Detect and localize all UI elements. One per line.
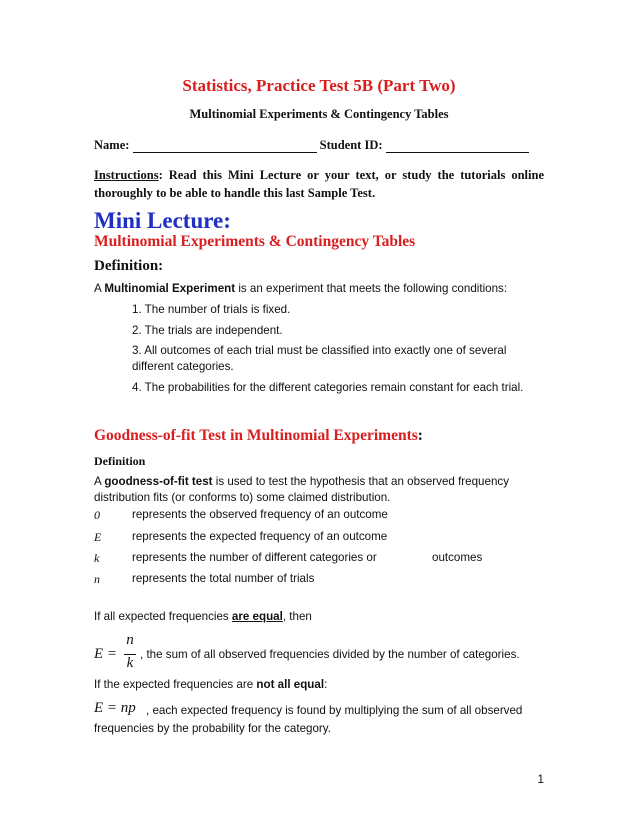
def-term: Multinomial Experiment: [104, 282, 236, 295]
document-subtitle: Multinomial Experiments & Contingency Tables: [189, 107, 449, 121]
formula1-explanation: , the sum of all observed frequencies divided by the number of categories.: [140, 648, 520, 661]
instructions: [94, 166, 544, 202]
symbol-n: n: [94, 572, 100, 586]
gof-heading-text: Goodness-of-fit Test in Multinomial Experiments: [94, 427, 418, 444]
gof-definition-heading: Definition: [94, 454, 146, 468]
formula-e-equals-n-over-k: [94, 632, 144, 674]
mini-lecture-heading: Mini Lecture:: [94, 208, 231, 233]
symbol-o: 0: [94, 508, 100, 522]
gof-def-rest: is used to test the hypothesis that an observed frequency: [212, 475, 509, 488]
page-number: 1: [537, 772, 544, 786]
formula2-explanation: , each expected frequency is found by multiplying the sum of all observed: [146, 704, 523, 717]
student-id-label: Student ID:: [319, 138, 383, 152]
def-suffix: is an experiment that meets the following conditions:: [235, 282, 508, 295]
condition-item: 2. The trials are independent.: [132, 324, 283, 337]
instructions-label: Instructions: [94, 168, 159, 182]
document-title: Statistics, Practice Test 5B (Part Two): [182, 76, 456, 95]
name-blank: [133, 140, 317, 153]
condition-item: 3. All outcomes of each trial must be classified into exactly one of several: [132, 344, 507, 357]
gof-def-prefix: A: [94, 475, 105, 488]
equal-frequencies-text: [94, 610, 312, 623]
name-id-line: [94, 138, 529, 153]
equal-prefix: If all expected frequencies: [94, 610, 232, 623]
not-equal-term: not all equal: [256, 678, 325, 691]
formula-e-equals-np: E = np: [94, 700, 136, 716]
symbol-desc: represents the total number of trials: [132, 572, 315, 585]
equal-suffix: , then: [282, 610, 312, 623]
symbol-k: k: [94, 551, 100, 565]
symbol-desc: represents the observed frequency of an outcome: [132, 508, 388, 521]
formula1-denominator: k: [126, 655, 134, 671]
symbol-desc: represents the number of different categories or: [132, 551, 377, 564]
equal-term: are equal: [231, 610, 283, 623]
instructions-text: : Read this Mini Lecture or your text, or study the tutorials online thoroughly to be able to handle this last Sample Test.: [94, 168, 544, 200]
condition-item: 4. The probabilities for the different categories remain constant for each trial.: [132, 381, 524, 394]
condition-item-continued: different categories.: [132, 360, 234, 373]
definition-heading: Definition:: [94, 258, 164, 274]
formula2-explanation-line2: frequencies by the probability for the category.: [94, 722, 331, 735]
gof-def-line2: distribution fits (or conforms to) some claimed distribution.: [94, 491, 391, 504]
symbol-desc: represents the expected frequency of an outcome: [132, 530, 388, 543]
symbol-e: E: [94, 530, 102, 544]
formula1-numerator: n: [126, 632, 134, 648]
not-equal-suffix: :: [324, 678, 328, 691]
name-label: Name:: [94, 138, 130, 152]
mini-lecture-subheading: Multinomial Experiments & Contingency Tables: [94, 233, 416, 250]
gof-heading-colon: :: [417, 427, 423, 444]
condition-item: 1. The number of trials is fixed.: [132, 303, 291, 316]
gof-definition: [94, 474, 534, 506]
not-equal-frequencies-text: [94, 678, 327, 691]
not-equal-prefix: If the expected frequencies are: [94, 678, 257, 691]
def-prefix: A: [94, 282, 105, 295]
student-id-blank: [386, 140, 529, 153]
gof-heading: [94, 427, 423, 445]
multinomial-definition: [94, 282, 507, 295]
gof-def-term: goodness-of-fit test: [104, 475, 213, 488]
formula1-lhs: E =: [94, 646, 118, 662]
outcomes-word: outcomes: [432, 551, 483, 564]
